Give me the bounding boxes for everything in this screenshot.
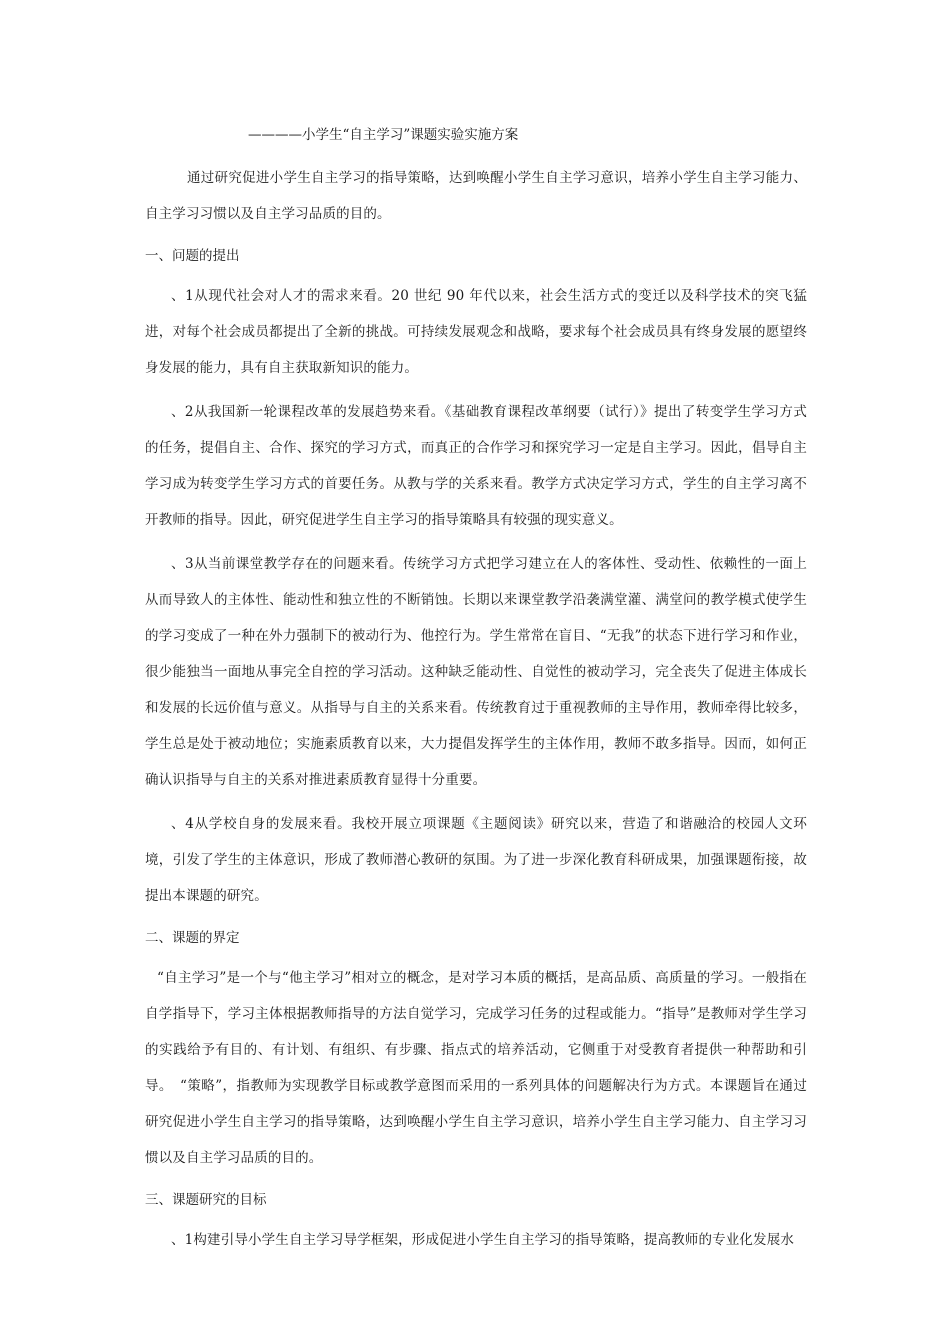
section1-paragraph-2: 、2从我国新一轮课程改革的发展趋势来看。《基础教育课程改革纲要（试行）》提出了转变学生学习方式的任务，提倡自主、合作、探究的学习方式，而真正的合作学习和探究学习一定是自主学习。因此，倡导自主学习成为转变学生学习方式的首要任务。从教与学的关系来看。教学方式决定学习方式，学生的自主学习离不开教师的指导。因此，研究促进学生自主学习的指导策略具有较强的现实意义。 [145, 404, 807, 528]
section1-paragraph-1: 、1从现代社会对人才的需求来看。20 世纪 90 年代以来，社会生活方式的变迁以及科学技术的突飞猛进，对每个社会成员都提出了全新的挑战。可持续发展观念和战略，要求每个社会成员具有终身发展的愿望终身发展的能力，具有自主获取新知识的能力。 [145, 288, 807, 376]
section1-paragraph-3: 、3从当前课堂教学存在的问题来看。传统学习方式把学习建立在人的客体性、受动性、依赖性的一面上从而导致人的主体性、能动性和独立性的不断销蚀。长期以来课堂教学沿袭满堂灌、满堂问的教学模式使学生的学习变成了一种在外力强制下的被动行为、他控行为。学生常常在盲目、“无我”的状态下进行学习和作业，很少能独当一面地从事完全自控的学习活动。这种缺乏能动性、自觉性的被动学习，完全丧失了促进主体成长和发展的长远价值与意义。从指导与自主的关系来看。传统教育过于重视教师的主导作用，教师牵得比较多，学生总是处于被动地位；实施素质教育以来，大力提倡发挥学生的主体作用，教师不敢多指导。因而，如何正确认识指导与自主的关系对推进素质教育显得十分重要。 [145, 556, 807, 788]
section1-paragraph-4: 、4从学校自身的发展来看。我校开展立项课题《主题阅读》研究以来，营造了和谐融洽的校园人文环境，引发了学生的主体意识，形成了教师潜心教研的氛围。为了进一步深化教育科研成果，加强课题衔接，故提出本课题的研究。 [145, 816, 807, 904]
intro-paragraph: 通过研究促进小学生自主学习的指导策略，达到唤醒小学生自主学习意识，培养小学生自主学习能力、自主学习习惯以及自主学习品质的目的。 [145, 170, 807, 222]
section-heading-goals: 三、课题研究的目标 [145, 1192, 267, 1208]
document-page [145, 124, 807, 1266]
section2-paragraph-1: “自主学习”是一个与“他主学习”相对立的概念，是对学习本质的概括，是高品质、高质量的学习。一般指在自学指导下，学习主体根据教师指导的方法自觉学习，完成学习任务的过程或能力。“指导”是教师对学生学习的实践给予有目的、有计划、有组织、有步骤、指点式的培养活动，它侧重于对受教育者提供一种帮助和引导。 “策略”，指教师为实现教学目标或教学意图而采用的一系列具体的问题解决行为方式。本课题旨在通过研究促进小学生自主学习的指导策略，达到唤醒小学生自主学习意识，培养小学生自主学习能力、自主学习习惯以及自主学习品质的目的。 [145, 970, 807, 1166]
section3-paragraph-1: 、1构建引导小学生自主学习导学框架，形成促进小学生自主学习的指导策略，提高教师的专业化发展水 [171, 1232, 794, 1248]
section-heading-problem: 一、问题的提出 [145, 248, 240, 264]
document-title: ————小学生“自主学习”课题实验实施方案 [248, 127, 519, 143]
section-heading-definition: 二、课题的界定 [145, 930, 240, 946]
